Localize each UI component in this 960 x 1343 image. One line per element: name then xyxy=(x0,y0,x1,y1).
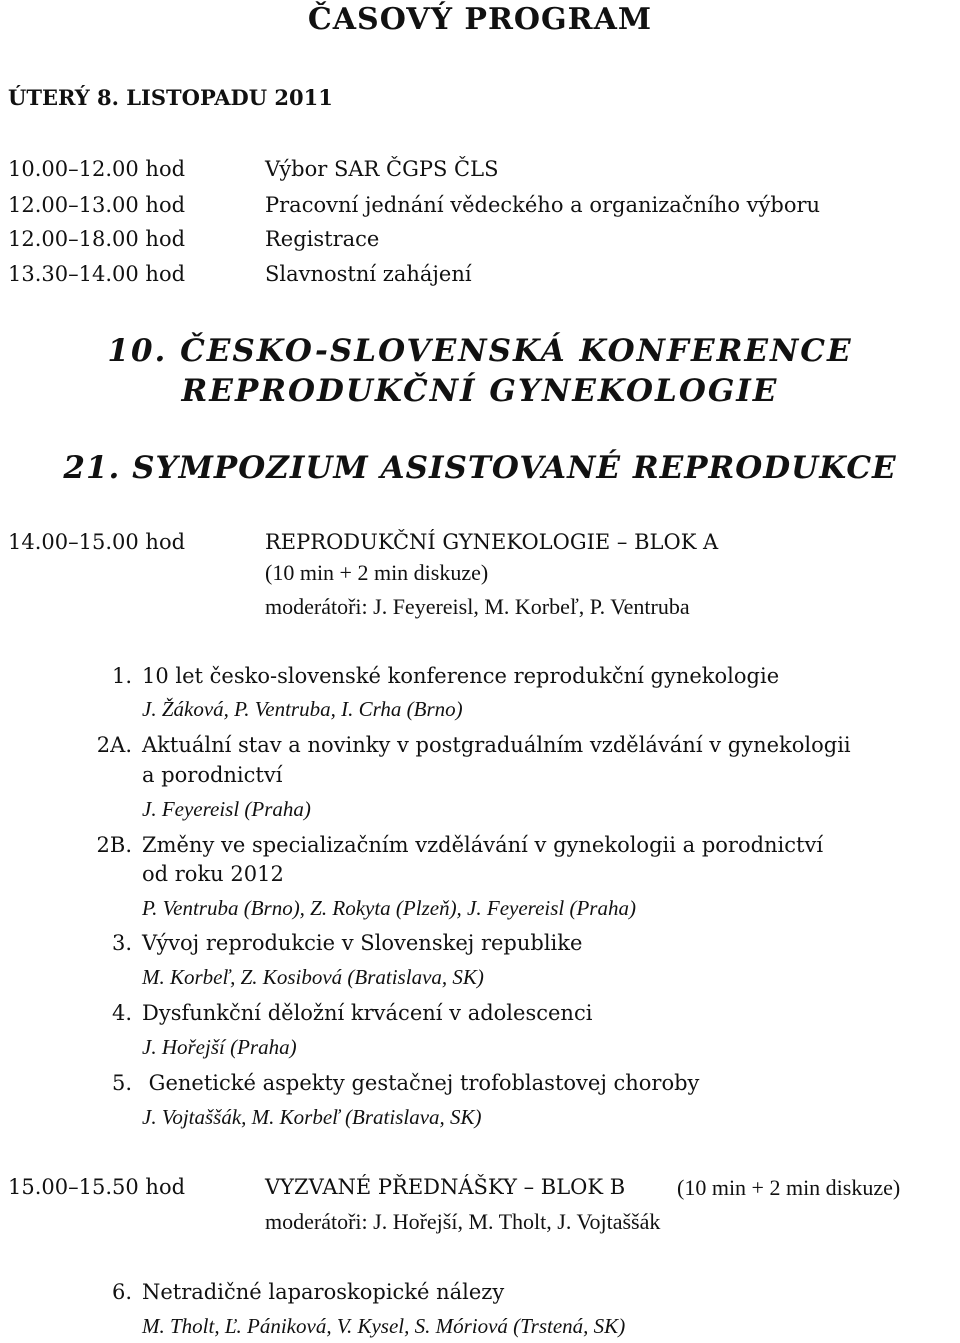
schedule-time: 12.00–18.00 hod xyxy=(8,227,186,251)
talk-number: 6. xyxy=(111,1280,132,1304)
schedule-event: Registrace xyxy=(265,227,380,251)
talk-number: 2A. xyxy=(96,733,132,757)
talk-number: 4. xyxy=(111,1001,132,1025)
talk-title-cont: od roku 2012 xyxy=(142,862,284,886)
conference-title-line2: REPRODUKČNÍ GYNEKOLOGIE xyxy=(181,373,779,409)
schedule-time: 10.00–12.00 hod xyxy=(8,157,186,181)
talk-title: Vývoj reprodukcie v Slovenskej republike xyxy=(142,931,583,955)
schedule-event: Pracovní jednání vědeckého a organizačního výboru xyxy=(265,193,821,217)
block-a-time: 14.00–15.00 hod xyxy=(8,530,186,554)
block-a-moderators: moderátoři: J. Feyereisl, M. Korbeľ, P. Ventruba xyxy=(265,594,690,619)
talk-title: Dysfunkční děložní krvácení v adolescenci xyxy=(142,1001,593,1025)
block-b-format: (10 min + 2 min diskuze) xyxy=(677,1175,901,1200)
schedule-time: 13.30–14.00 hod xyxy=(8,262,186,286)
talk-authors: M. Tholt, Ľ. Pániková, V. Kysel, S. Móriová (Trstená, SK) xyxy=(142,1314,626,1338)
talk-authors: J. Hořejší (Praha) xyxy=(142,1035,297,1059)
talk-authors: P. Ventruba (Brno), Z. Rokyta (Plzeň), J. Feyereisl (Praha) xyxy=(142,896,636,920)
block-a-format: (10 min + 2 min diskuze) xyxy=(265,560,489,585)
talk-title: Změny ve specializačním vzdělávání v gynekologii a porodnictví xyxy=(142,833,824,857)
block-b-title: VYZVANÉ PŘEDNÁŠKY – BLOK B xyxy=(265,1175,626,1199)
schedule-time: 12.00–13.00 hod xyxy=(8,193,186,217)
talk-title: 10 let česko-slovenské konference reprodukční gynekologie xyxy=(142,664,780,688)
talk-authors: J. Žáková, P. Ventruba, I. Crha (Brno) xyxy=(142,697,463,721)
talk-title: Netradičné laparoskopické nálezy xyxy=(142,1280,505,1304)
talk-title-cont: a porodnictví xyxy=(142,763,283,787)
talk-number: 2B. xyxy=(96,833,132,857)
talk-authors: J. Feyereisl (Praha) xyxy=(142,797,311,821)
block-b-time: 15.00–15.50 hod xyxy=(8,1175,186,1199)
talk-authors: J. Vojtaššák, M. Korbeľ (Bratislava, SK) xyxy=(142,1105,482,1129)
talk-number: 5. xyxy=(111,1071,132,1095)
page-title: ČASOVÝ PROGRAM xyxy=(307,2,653,37)
talk-title: Aktuální stav a novinky v postgraduálním vzdělávání v gynekologii xyxy=(142,733,851,757)
talk-authors: M. Korbeľ, Z. Kosibová (Bratislava, SK) xyxy=(142,965,484,989)
talk-title: Genetické aspekty gestačnej trofoblastovej choroby xyxy=(142,1071,700,1095)
block-b-moderators: moderátoři: J. Hořejší, M. Tholt, J. Vojtaššák xyxy=(265,1209,661,1234)
conference-title-line1: 10. ČESKO-SLOVENSKÁ KONFERENCE xyxy=(107,333,853,369)
day-heading: ÚTERÝ 8. LISTOPADU 2011 xyxy=(8,85,333,110)
talk-number: 3. xyxy=(111,931,132,955)
block-a-title: REPRODUKČNÍ GYNEKOLOGIE – BLOK A xyxy=(265,530,719,554)
symposium-title: 21. SYMPOZIUM ASISTOVANÉ REPRODUKCE xyxy=(63,450,897,486)
schedule-event: Slavnostní zahájení xyxy=(265,262,472,286)
schedule-event: Výbor SAR ČGPS ČLS xyxy=(265,157,499,181)
talk-number: 1. xyxy=(111,664,132,688)
